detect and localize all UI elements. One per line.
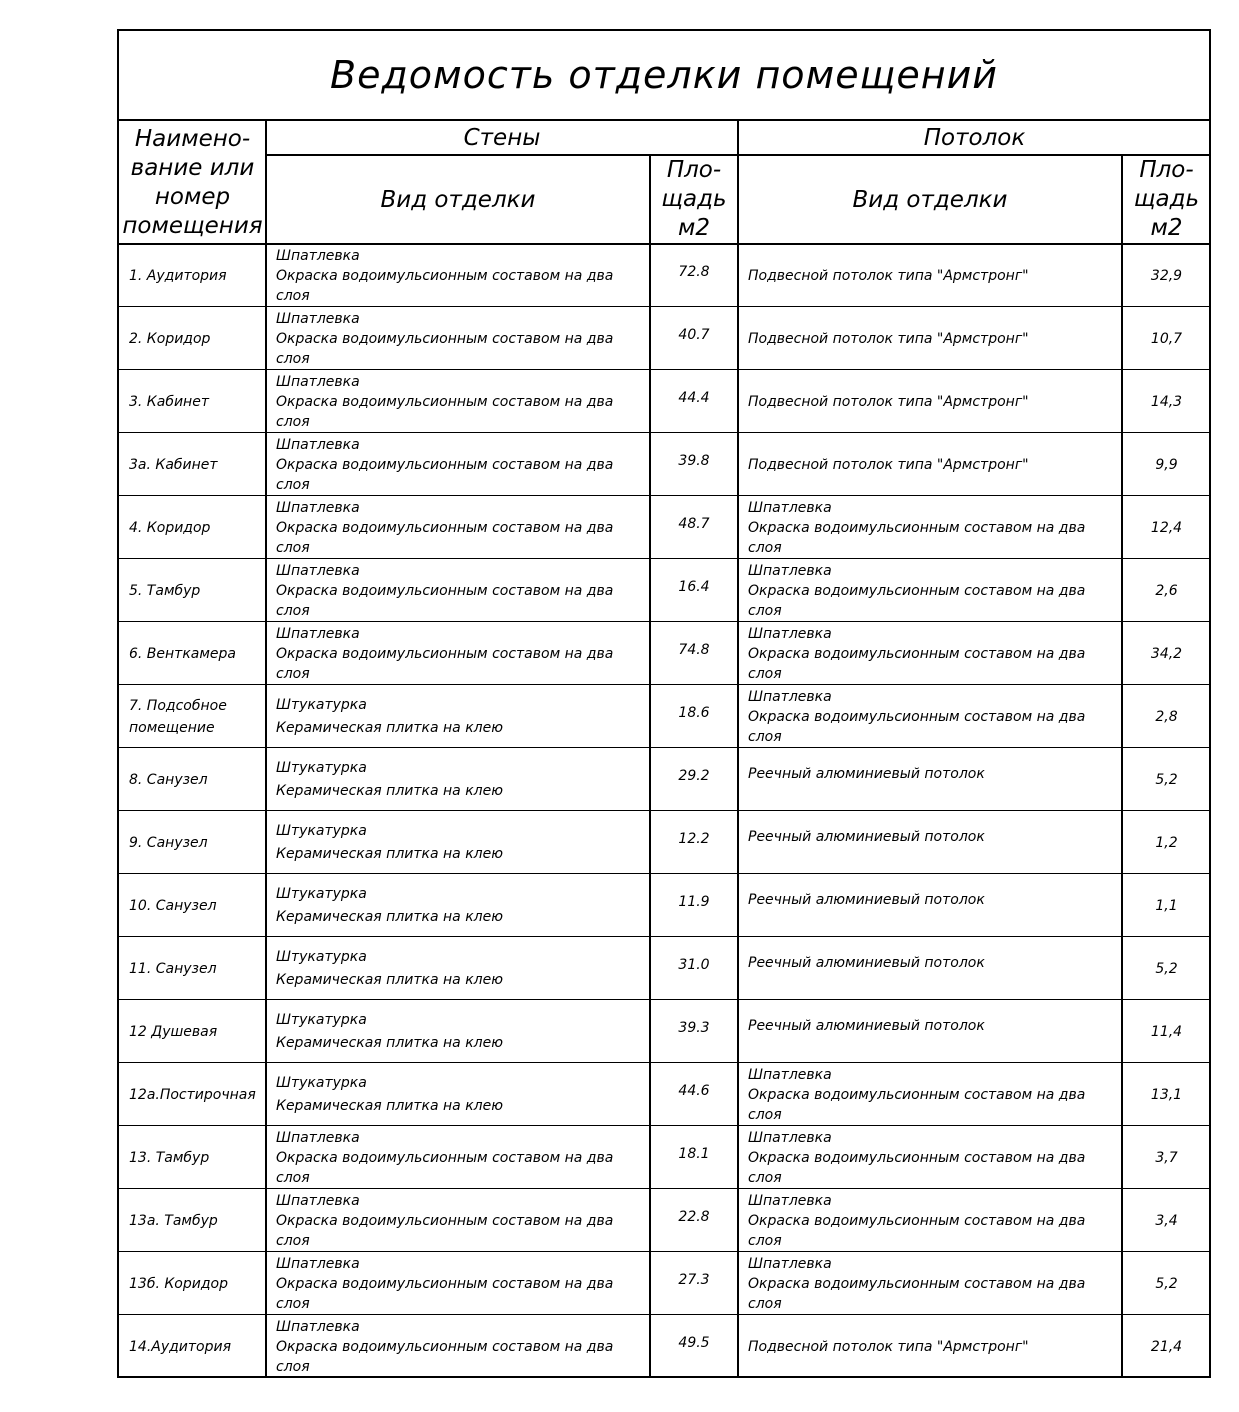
walls-finish-line: Штукатурка [276, 822, 367, 839]
walls-finish-line: слоя [276, 602, 310, 619]
ceiling-finish-line: Реечный алюминиевый потолок [748, 955, 985, 971]
walls-finish-line: Окраска водоимульсионным составом на два [276, 1275, 614, 1292]
walls-finish-line: слоя [276, 1358, 310, 1375]
room-name-text: 12а.Постирочная [129, 1086, 256, 1103]
walls-finish-line: Керамическая плитка на клею [276, 1097, 503, 1114]
ceiling-area: 2,6 [1155, 582, 1178, 599]
ceiling-finish [738, 748, 1122, 811]
ceiling-finish-line: слоя [748, 539, 782, 556]
room-name [119, 622, 266, 685]
page-title: Ведомость отделки помещений [119, 31, 1209, 121]
room-name-text: 1. Аудитория [129, 267, 227, 284]
ceiling-finish-line: слоя [748, 1295, 782, 1312]
ceiling-finish-line: Подвесной потолок типа "Армстронг" [748, 393, 1029, 410]
ceiling-finish-line: Шпатлевка [748, 1066, 832, 1083]
walls-finish-line: Штукатурка [276, 885, 367, 902]
room-name-text: 12 Душевая [129, 1023, 218, 1040]
room-name [119, 937, 266, 1000]
walls-finish-line: Окраска водоимульсионным составом на два [276, 456, 614, 473]
ceiling-finish-line: Окраска водоимульсионным составом на два [748, 1275, 1086, 1292]
ceiling-finish-line: слоя [748, 1232, 782, 1249]
ceiling-finish-line: Окраска водоимульсионным составом на два [748, 1212, 1086, 1229]
ceiling-finish-line: Окраска водоимульсионным составом на два [748, 1149, 1086, 1166]
walls-area: 31.0 [678, 956, 710, 973]
room-name-text: 13а. Тамбур [129, 1212, 218, 1229]
room-name-text: 6. Венткамера [129, 645, 237, 662]
walls-finish-line: Шпатлевка [276, 1255, 360, 1272]
ceiling-finish-line: Окраска водоимульсионным составом на два [748, 582, 1086, 599]
ceiling-area: 5,2 [1155, 1275, 1178, 1292]
ceiling-finish-line: Шпатлевка [748, 625, 832, 642]
ceiling-area: 10,7 [1150, 330, 1183, 347]
walls-finish [266, 1063, 650, 1126]
ceiling-finish-line: Подвесной потолок типа "Армстронг" [748, 456, 1029, 473]
room-name [119, 496, 266, 559]
ceiling-finish [738, 937, 1122, 1000]
header-walls-finish: Вид отделки [380, 186, 536, 213]
walls-finish-line: Штукатурка [276, 759, 367, 776]
ceiling-finish-line: слоя [748, 1169, 782, 1186]
walls-area: 40.7 [678, 326, 710, 343]
walls-finish-line: слоя [276, 1295, 310, 1312]
header-walls-area: Пло- щадь м2 [661, 157, 727, 241]
walls-finish-line: слоя [276, 1232, 310, 1249]
header-walls: Стены [463, 125, 541, 151]
ceiling-finish-line: Реечный алюминиевый потолок [748, 766, 985, 782]
ceiling-area: 1,2 [1155, 834, 1178, 851]
ceiling-area: 14,3 [1150, 393, 1183, 410]
ceiling-finish-line: Шпатлевка [748, 1255, 832, 1272]
walls-finish-line: Шпатлевка [276, 562, 360, 579]
ceiling-finish-line: Подвесной потолок типа "Армстронг" [748, 267, 1029, 284]
walls-finish-line: Керамическая плитка на клею [276, 845, 503, 862]
walls-finish [266, 685, 650, 748]
header-ceiling: Потолок [923, 125, 1026, 151]
walls-finish-line: Штукатурка [276, 696, 367, 713]
room-name-text: 8. Санузел [129, 771, 208, 788]
walls-finish-line: слоя [276, 1169, 310, 1186]
ceiling-finish [738, 244, 1122, 307]
walls-area: 49.5 [678, 1334, 710, 1351]
header-ceiling-area: Пло- щадь м2 [1133, 157, 1200, 241]
walls-finish-line: Шпатлевка [276, 247, 360, 264]
room-name [119, 370, 266, 433]
ceiling-finish-line: Окраска водоимульсионным составом на два [748, 645, 1086, 662]
ceiling-finish [738, 622, 1122, 685]
walls-finish-line: Керамическая плитка на клею [276, 1034, 503, 1051]
ceiling-finish [738, 874, 1122, 937]
walls-finish [266, 622, 650, 685]
walls-finish-line: Окраска водоимульсионным составом на два [276, 645, 614, 662]
walls-finish [266, 1000, 650, 1063]
walls-finish-line: Шпатлевка [276, 1318, 360, 1335]
ceiling-finish-line: Окраска водоимульсионным составом на два [748, 708, 1086, 725]
walls-finish-line: слоя [276, 350, 310, 367]
ceiling-finish [738, 1315, 1122, 1378]
room-name [119, 685, 266, 748]
walls-finish-line: Шпатлевка [276, 310, 360, 327]
ceiling-finish-line: Реечный алюминиевый потолок [748, 1018, 985, 1034]
walls-finish-line: Шпатлевка [276, 373, 360, 390]
ceiling-finish [738, 370, 1122, 433]
walls-area: 44.6 [678, 1082, 710, 1099]
ceiling-area: 11,4 [1150, 1023, 1183, 1040]
walls-finish [266, 1252, 650, 1315]
walls-finish-line: Окраска водоимульсионным составом на два [276, 582, 614, 599]
ceiling-finish [738, 496, 1122, 559]
walls-area: 29.2 [678, 767, 710, 784]
walls-finish-line: слоя [276, 665, 310, 682]
ceiling-finish [738, 433, 1122, 496]
room-name [119, 1252, 266, 1315]
ceiling-finish-line: Шпатлевка [748, 499, 832, 516]
room-name-text: 3а. Кабинет [129, 456, 218, 473]
room-name-text: 4. Коридор [129, 519, 211, 536]
walls-finish-line: Штукатурка [276, 1011, 367, 1028]
room-name [119, 748, 266, 811]
walls-finish-line: Окраска водоимульсионным составом на два [276, 519, 614, 536]
walls-area: 11.9 [678, 893, 710, 910]
ceiling-finish-line: Шпатлевка [748, 1129, 832, 1146]
ceiling-finish [738, 307, 1122, 370]
ceiling-area: 3,4 [1155, 1212, 1178, 1229]
room-name [119, 244, 266, 307]
room-name-text: 13. Тамбур [129, 1149, 210, 1166]
walls-finish-line: Керамическая плитка на клею [276, 908, 503, 925]
ceiling-finish-line: слоя [748, 1106, 782, 1123]
ceiling-finish-line: Окраска водоимульсионным составом на два [748, 519, 1086, 536]
walls-finish-line: слоя [276, 287, 310, 304]
room-name [119, 1126, 266, 1189]
walls-finish-line: слоя [276, 476, 310, 493]
walls-finish [266, 433, 650, 496]
ceiling-finish-line: Реечный алюминиевый потолок [748, 892, 985, 908]
walls-finish-line: Окраска водоимульсионным составом на два [276, 267, 614, 284]
walls-finish-line: Керамическая плитка на клею [276, 719, 503, 736]
room-name [119, 1063, 266, 1126]
room-name [119, 1315, 266, 1378]
room-name-text: 9. Санузел [129, 834, 208, 851]
room-name-text: 3. Кабинет [129, 393, 209, 410]
walls-finish-line: Окраска водоимульсионным составом на два [276, 393, 614, 410]
room-name-text: 2. Коридор [129, 330, 211, 347]
room-name [119, 1000, 266, 1063]
ceiling-area: 34,2 [1150, 645, 1183, 662]
walls-finish-line: Штукатурка [276, 948, 367, 965]
room-name [119, 1189, 266, 1252]
ceiling-area: 2,8 [1155, 708, 1178, 725]
room-name-text: 5. Тамбур [129, 582, 201, 599]
walls-finish-line: слоя [276, 413, 310, 430]
room-name [119, 307, 266, 370]
room-name-text: 11. Санузел [129, 960, 217, 977]
walls-finish-line: слоя [276, 539, 310, 556]
room-name [119, 433, 266, 496]
ceiling-finish-line: Подвесной потолок типа "Армстронг" [748, 1338, 1029, 1355]
walls-area: 12.2 [678, 830, 710, 847]
room-name-text: 10. Санузел [129, 897, 217, 914]
walls-finish [266, 937, 650, 1000]
ceiling-finish [738, 559, 1122, 622]
ceiling-finish-line: слоя [748, 728, 782, 745]
walls-finish-line: Шпатлевка [276, 1129, 360, 1146]
ceiling-finish [738, 811, 1122, 874]
walls-finish-line: Окраска водоимульсионным составом на два [276, 1338, 614, 1355]
walls-finish-line: Шпатлевка [276, 1192, 360, 1209]
walls-area: 22.8 [678, 1208, 710, 1225]
walls-area: 39.8 [678, 452, 710, 469]
ceiling-area: 5,2 [1155, 960, 1178, 977]
ceiling-area: 21,4 [1150, 1338, 1183, 1355]
walls-area: 48.7 [678, 515, 710, 532]
ceiling-area: 32,9 [1150, 267, 1183, 284]
walls-finish [266, 811, 650, 874]
room-name-text: 13б. Коридор [129, 1275, 228, 1292]
ceiling-finish-line: Шпатлевка [748, 562, 832, 579]
walls-area: 16.4 [678, 578, 710, 595]
ceiling-finish [738, 1000, 1122, 1063]
room-name-text: 7. Подсобное помещение [129, 697, 227, 736]
ceiling-finish [738, 1126, 1122, 1189]
ceiling-area: 5,2 [1155, 771, 1178, 788]
ceiling-finish [738, 1063, 1122, 1126]
walls-area: 74.8 [678, 641, 710, 658]
ceiling-finish-line: слоя [748, 665, 782, 682]
ceiling-finish-line: слоя [748, 602, 782, 619]
walls-finish-line: Штукатурка [276, 1074, 367, 1091]
walls-finish [266, 1189, 650, 1252]
walls-finish [266, 244, 650, 307]
walls-area: 27.3 [678, 1271, 710, 1288]
header-ceiling-finish: Вид отделки [852, 186, 1008, 213]
walls-finish [266, 874, 650, 937]
walls-finish [266, 307, 650, 370]
ceiling-finish-line: Окраска водоимульсионным составом на два [748, 1086, 1086, 1103]
finish-schedule-sheet [117, 29, 1211, 1378]
walls-finish [266, 1315, 650, 1378]
ceiling-finish [738, 685, 1122, 748]
ceiling-finish-line: Шпатлевка [748, 1192, 832, 1209]
room-name [119, 874, 266, 937]
walls-area: 18.1 [678, 1145, 710, 1162]
walls-finish-line: Окраска водоимульсионным составом на два [276, 1149, 614, 1166]
walls-finish [266, 370, 650, 433]
walls-area: 18.6 [678, 704, 710, 721]
ceiling-area: 12,4 [1150, 519, 1183, 536]
walls-finish-line: Керамическая плитка на клею [276, 782, 503, 799]
walls-finish-line: Окраска водоимульсионным составом на два [276, 1212, 614, 1229]
ceiling-finish-line: Подвесной потолок типа "Армстронг" [748, 330, 1029, 347]
walls-finish-line: Шпатлевка [276, 625, 360, 642]
ceiling-area: 1,1 [1155, 897, 1178, 914]
walls-area: 44.4 [678, 389, 710, 406]
ceiling-finish-line: Шпатлевка [748, 688, 832, 705]
room-name [119, 811, 266, 874]
walls-finish-line: Шпатлевка [276, 499, 360, 516]
ceiling-area: 13,1 [1150, 1086, 1183, 1103]
walls-finish-line: Окраска водоимульсионным составом на два [276, 330, 614, 347]
walls-finish [266, 748, 650, 811]
ceiling-finish-line: Реечный алюминиевый потолок [748, 829, 985, 845]
walls-finish-line: Керамическая плитка на клею [276, 971, 503, 988]
ceiling-area: 9,9 [1155, 456, 1178, 473]
walls-finish [266, 1126, 650, 1189]
header-room: Наимено- вание или номер помещения [122, 125, 263, 239]
ceiling-finish [738, 1252, 1122, 1315]
walls-finish-line: Шпатлевка [276, 436, 360, 453]
walls-finish [266, 559, 650, 622]
ceiling-finish [738, 1189, 1122, 1252]
walls-area: 72.8 [678, 263, 710, 280]
walls-area: 39.3 [678, 1019, 710, 1036]
walls-finish [266, 496, 650, 559]
room-name-text: 14.Аудитория [129, 1338, 232, 1355]
room-name [119, 559, 266, 622]
ceiling-area: 3,7 [1155, 1149, 1178, 1166]
